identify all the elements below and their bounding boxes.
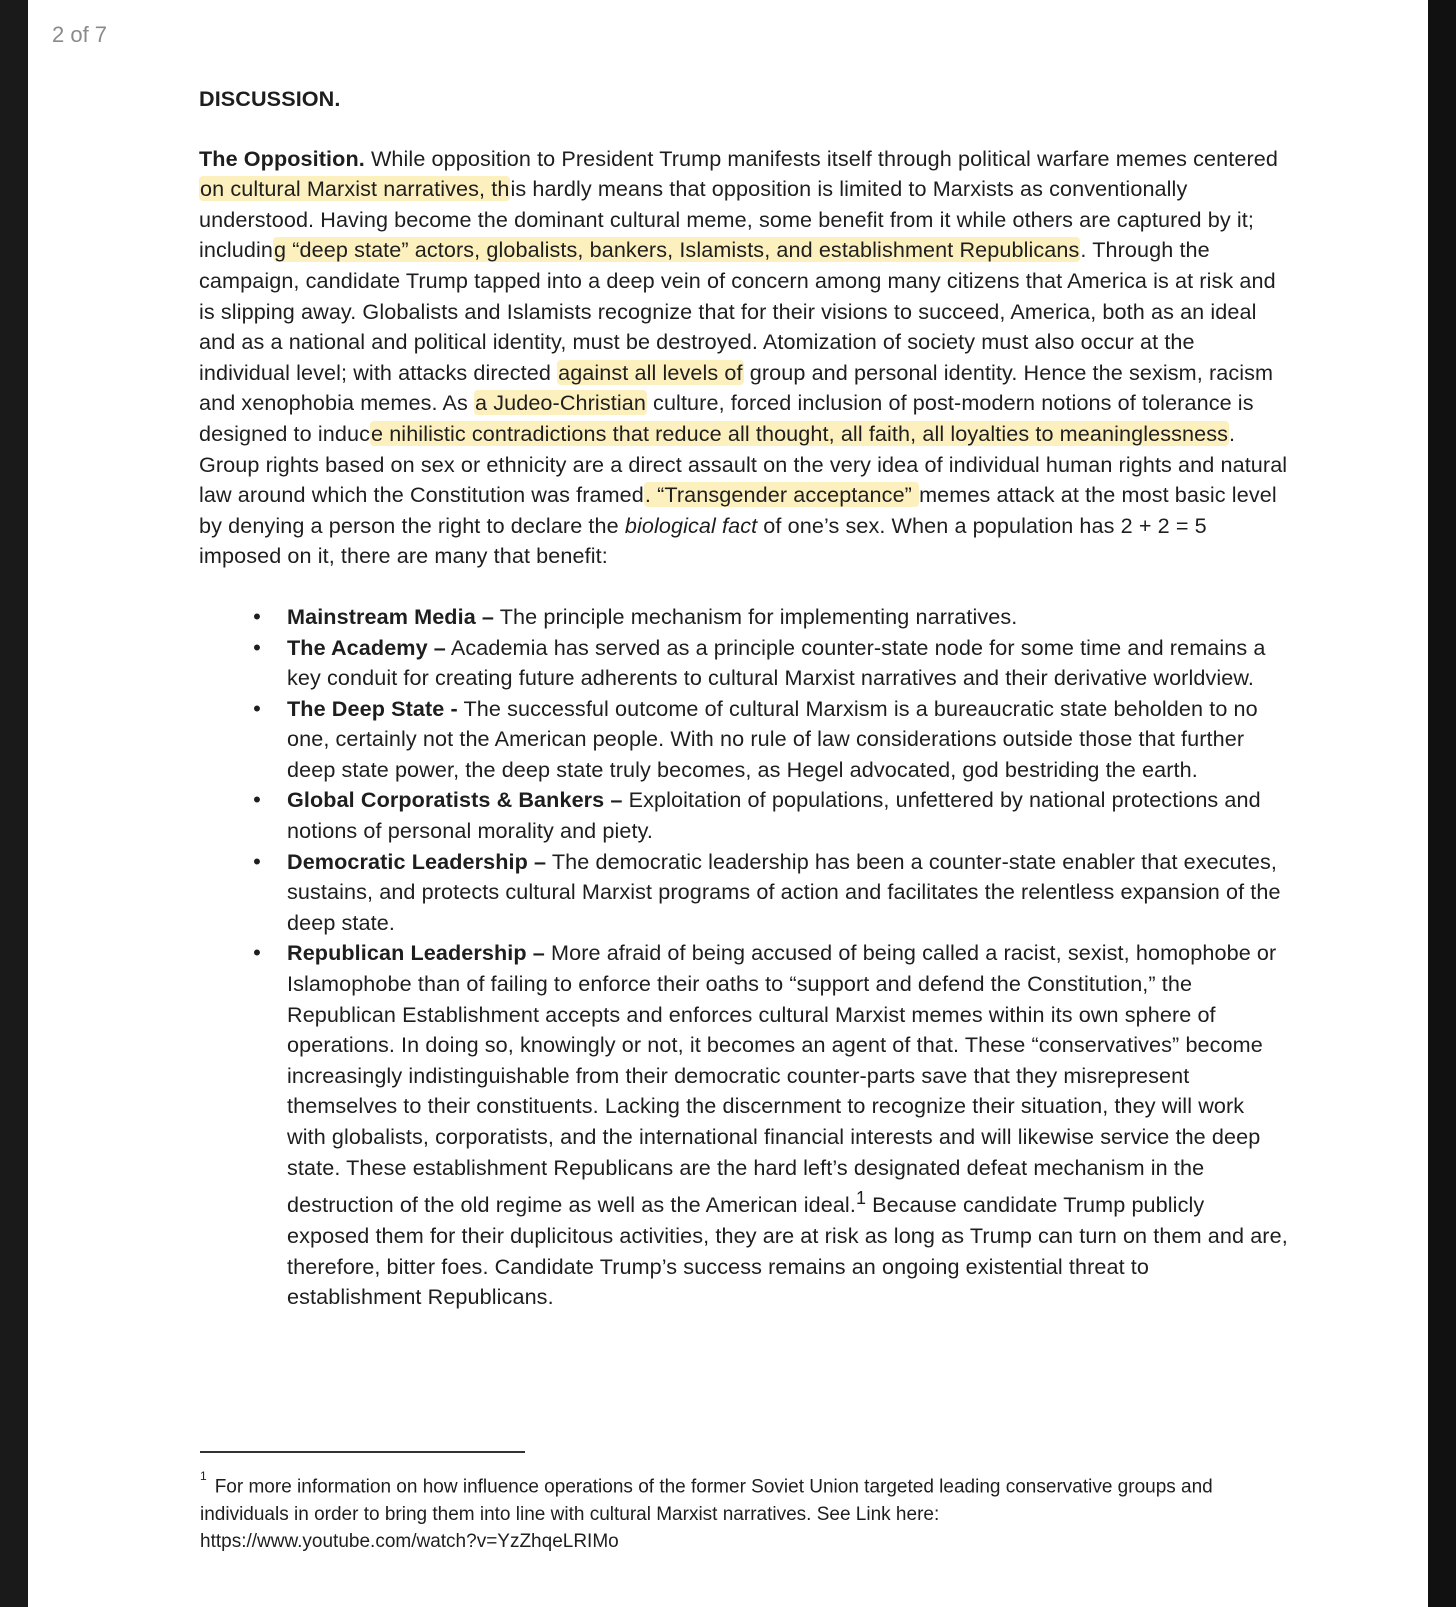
- paragraph-text: is hardly means that opposition is limited to Marxists as conventionally understood. Having become the dominant cultural meme, some benefit from it while others are captured by it; includin: [199, 176, 1254, 263]
- list-item-text: The successful outcome of cultural Marxism is a bureaucratic state beholden to no one, certainly not the American people. With no rule of law considerations outside those that further deep state power, the deep state truly becomes, as Hegel advocated, god bestriding the earth.: [287, 695, 1258, 782]
- list-item-text-continued: Because candidate Trump publicly exposed them for their duplicitous activities, they are at risk as long as Trump can turn on them and are, therefore, bitter foes. Candidate Trump’s success remains an ongoing existential threat to establishment Republicans.: [287, 1192, 1288, 1310]
- bullet-icon: •: [253, 603, 261, 629]
- list-item-text: More afraid of being accused of being called a racist, sexist, homophobe or Islamophobe than of failing to enforce their oaths to “support and defend the Constitution,” the Republican Establishment accepts and enforces cultural Marxist memes within its own sphere of operations. In doing so, knowingly or not, it becomes an agent of that. These “conservatives” become increasingly indistinguishable from their democratic counter-parts save that they misrepresent themselves to their constituents. Lacking the discernment to recognize their situation, they will work with globalists, corporatists, and the international financial interests and will likewise service the deep state. These establishment Republicans are the hard left’s designated defeat mechanism in the destruction of the old regime as well as the American ideal.: [287, 940, 1277, 1218]
- beneficiaries-list: [199, 602, 1289, 1313]
- paragraph-text: of one’s sex. When a population has 2 + 2 = 5 imposed on it, there are many that benefit:: [199, 512, 1207, 569]
- highlight: a Judeo-Christian: [475, 390, 646, 416]
- document-body: [199, 84, 1289, 1313]
- paragraph-label: The Opposition.: [199, 145, 365, 171]
- bullet-icon: •: [253, 848, 261, 874]
- page-indicator: 2 of 7: [52, 22, 108, 47]
- highlight: . “Transgender acceptance”: [644, 482, 919, 508]
- footnote-text: For more information on how influence operations of the former Soviet Union targeted leading conservative groups and individuals in order to bring them into line with cultural Marxist narratives. See Link here:: [200, 1476, 1213, 1525]
- paragraph-text: memes attack at the most basic level by denying a person the right to declare the: [199, 482, 1277, 538]
- section-heading: DISCUSSION.: [199, 86, 341, 111]
- list-item-label: The Academy –: [287, 634, 446, 660]
- list-item-label: The Deep State -: [287, 695, 458, 721]
- highlight: against all levels of: [558, 359, 743, 385]
- bullet-icon: •: [253, 940, 261, 966]
- paragraph-text: culture, forced inclusion of post-modern notions of tolerance is designed to induc: [199, 390, 1254, 446]
- list-item-text: Exploitation of populations, unfettered by national protections and notions of personal morality and piety.: [287, 787, 1261, 844]
- list-item-republican-leadership: [253, 938, 1289, 1312]
- list-item-mainstream-media: [253, 602, 1289, 633]
- list-item-label: Republican Leadership –: [287, 940, 545, 966]
- list-item-democratic-leadership: [253, 847, 1289, 939]
- footnote: [200, 1468, 1250, 1556]
- paragraph-text: While opposition to President Trump manifests itself through political warfare memes centered: [364, 145, 1278, 171]
- footnote-link[interactable]: https://www.youtube.com/watch?v=YzZhqeLRIMo: [200, 1531, 619, 1553]
- list-item-global-corporatists: [253, 785, 1289, 846]
- bullet-icon: •: [253, 787, 261, 813]
- footnote-separator: [200, 1451, 525, 1453]
- footnote-number: 1: [200, 1469, 207, 1483]
- window-edge: [1428, 0, 1456, 1607]
- list-item-text: The democratic leadership has been a counter-state enabler that executes, sustains, and protects cultural Marxist programs of action and facilitates the relentless expansion of the deep state.: [287, 848, 1281, 935]
- highlight: on cultural Marxist narratives, th: [200, 176, 510, 202]
- emphasis-text: biological fact: [624, 512, 758, 538]
- footnote-reference: 1: [855, 1188, 867, 1209]
- bullet-icon: •: [253, 634, 261, 660]
- list-item-deep-state: [253, 694, 1289, 786]
- paragraph-text: group and personal identity. Hence the sexism, racism and xenophobia memes. As: [199, 359, 1274, 416]
- paragraph-text: . Through the campaign, candidate Trump tapped into a deep vein of concern among many citizens that America is at risk and is slipping away. Globalists and Islamists recognize that for their visions to succeed, America, both as an ideal and as a national and political identity, must be destroyed. Atomization of society must also occur at the individual level; with attacks directed: [199, 237, 1276, 385]
- list-item-text: The principle mechanism for implementing narratives.: [494, 603, 1018, 629]
- list-item-academy: [253, 633, 1289, 694]
- list-item-label: Democratic Leadership –: [287, 848, 547, 874]
- opposition-paragraph: [199, 144, 1289, 572]
- document-page: [28, 0, 1428, 1607]
- paragraph-text: . Group rights based on sex or ethnicity are a direct assault on the very idea of individual human rights and natural law around which the Constitution was framed: [199, 420, 1288, 508]
- highlight: g “deep state” actors, globalists, bankers, Islamists, and establishment Republicans: [274, 237, 1080, 263]
- list-item-label: Mainstream Media –: [287, 603, 495, 629]
- bullet-icon: •: [253, 695, 261, 721]
- list-item-text: Academia has served as a principle counter-state node for some time and remains a key conduit for creating future adherents to cultural Marxist narratives and their derivative worldview.: [287, 634, 1266, 691]
- highlight: e nihilistic contradictions that reduce all thought, all faith, all loyalties to meaninglessness: [370, 420, 1229, 446]
- list-item-label: Global Corporatists & Bankers –: [287, 787, 623, 813]
